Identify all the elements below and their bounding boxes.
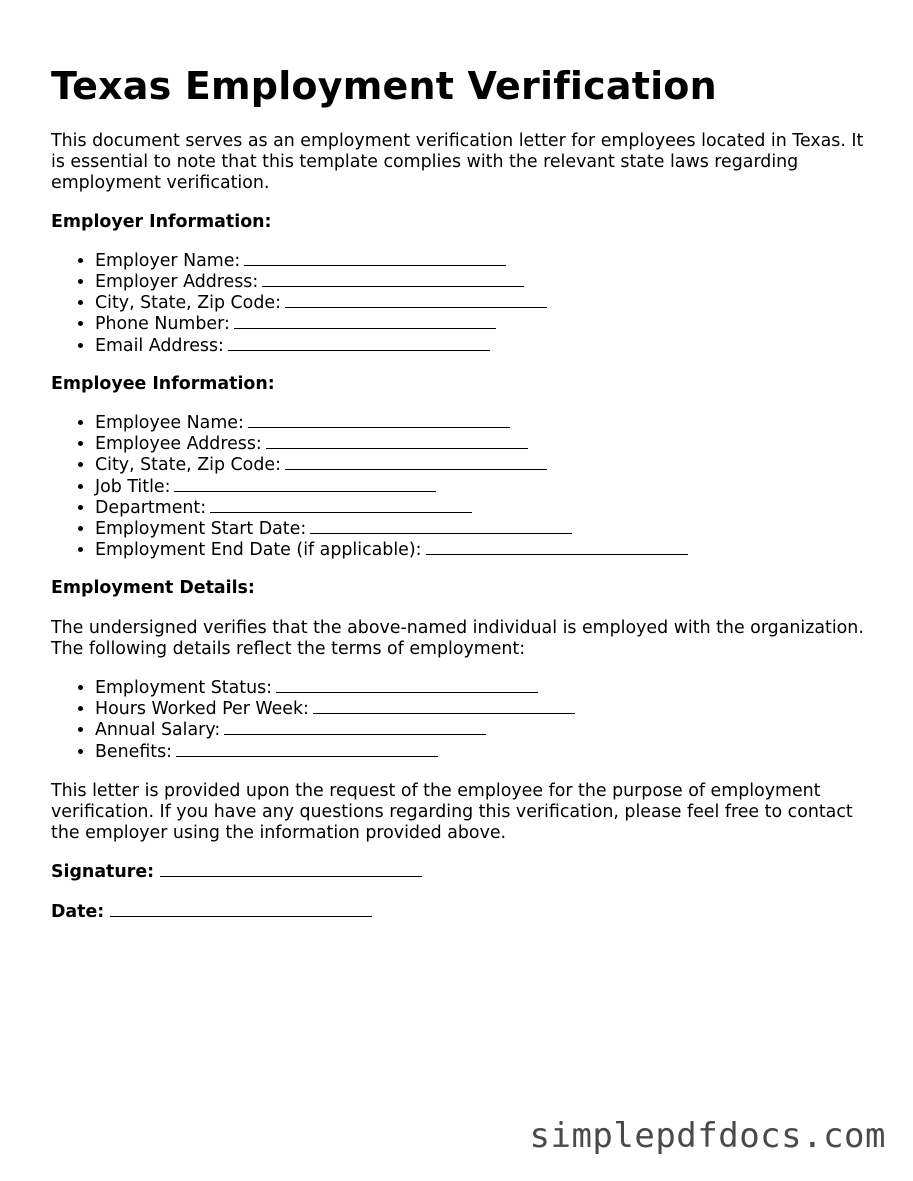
employer-email-field — [95, 336, 871, 357]
blank-line[interactable] — [310, 519, 572, 534]
date-label: Date: — [51, 901, 105, 922]
field-label: Employee Address: — [95, 434, 262, 455]
field-label: Phone Number: — [95, 314, 230, 335]
signature-label: Signature: — [51, 862, 155, 883]
blank-line[interactable] — [234, 314, 496, 329]
blank-line[interactable] — [426, 540, 688, 555]
employer-name-field — [95, 251, 871, 272]
department-field — [95, 498, 871, 519]
field-label: Job Title: — [95, 476, 171, 497]
blank-line[interactable] — [224, 720, 486, 735]
field-label: Employer Address: — [95, 272, 259, 293]
field-label: Email Address: — [95, 335, 224, 356]
blank-line[interactable] — [174, 477, 436, 492]
blank-line[interactable] — [276, 678, 538, 693]
signature-line[interactable] — [160, 862, 422, 877]
employment-start-date-field — [95, 519, 871, 540]
employer-section-heading: Employer Information: — [51, 211, 272, 232]
field-label: Employment Start Date: — [95, 519, 307, 540]
job-title-field — [95, 477, 871, 498]
document-page — [51, 62, 871, 923]
blank-line[interactable] — [262, 272, 524, 287]
field-label: Hours Worked Per Week: — [95, 699, 309, 720]
details-paragraph: The undersigned verifies that the above-named individual is employed with the organization. The following details reflect the terms of employment: — [51, 617, 864, 659]
field-label: Employee Name: — [95, 413, 244, 434]
annual-salary-field — [95, 720, 871, 741]
details-field-list — [51, 678, 871, 763]
employee-address-field — [95, 434, 871, 455]
employer-phone-field — [95, 314, 871, 335]
benefits-field — [95, 742, 871, 763]
hours-per-week-field — [95, 699, 871, 720]
employer-address-field — [95, 272, 871, 293]
employment-status-field — [95, 678, 871, 699]
employment-end-date-field — [95, 540, 871, 561]
field-label: Employment End Date (if applicable): — [95, 540, 422, 561]
blank-line[interactable] — [248, 413, 510, 428]
intro-paragraph: This document serves as an employment verification letter for employees located in Texas. It is essential to note that this template complies with the relevant state laws regarding employment verification. — [51, 131, 864, 194]
blank-line[interactable] — [244, 251, 506, 266]
field-label: Employer Name: — [95, 250, 241, 271]
employer-city-state-zip-field — [95, 293, 871, 314]
employer-field-list — [51, 251, 871, 357]
field-label: City, State, Zip Code: — [95, 293, 281, 314]
blank-line[interactable] — [266, 434, 528, 449]
signature-row — [51, 862, 871, 883]
blank-line[interactable] — [313, 699, 575, 714]
field-label: Employment Status: — [95, 678, 273, 699]
field-label: City, State, Zip Code: — [95, 455, 281, 476]
employee-section-heading: Employee Information: — [51, 373, 275, 394]
field-label: Department: — [95, 497, 207, 518]
closing-paragraph: This letter is provided upon the request of the employee for the purpose of employment verification. If you have any questions regarding this verification, please feel free to contact the employer using the information provided above. — [51, 780, 853, 844]
document-title: Texas Employment Verification — [51, 64, 717, 108]
watermark-text: simplepdfdocs.com — [529, 1116, 886, 1156]
field-label: Benefits: — [95, 741, 173, 762]
employee-name-field — [95, 413, 871, 434]
details-section-heading: Employment Details: — [51, 578, 255, 599]
blank-line[interactable] — [285, 293, 547, 308]
date-row — [51, 902, 871, 923]
employee-city-state-zip-field — [95, 455, 871, 476]
blank-line[interactable] — [176, 742, 438, 757]
blank-line[interactable] — [285, 455, 547, 470]
field-label: Annual Salary: — [95, 720, 221, 741]
blank-line[interactable] — [210, 498, 472, 513]
employee-field-list — [51, 413, 871, 561]
blank-line[interactable] — [228, 336, 490, 351]
date-line[interactable] — [110, 902, 372, 917]
